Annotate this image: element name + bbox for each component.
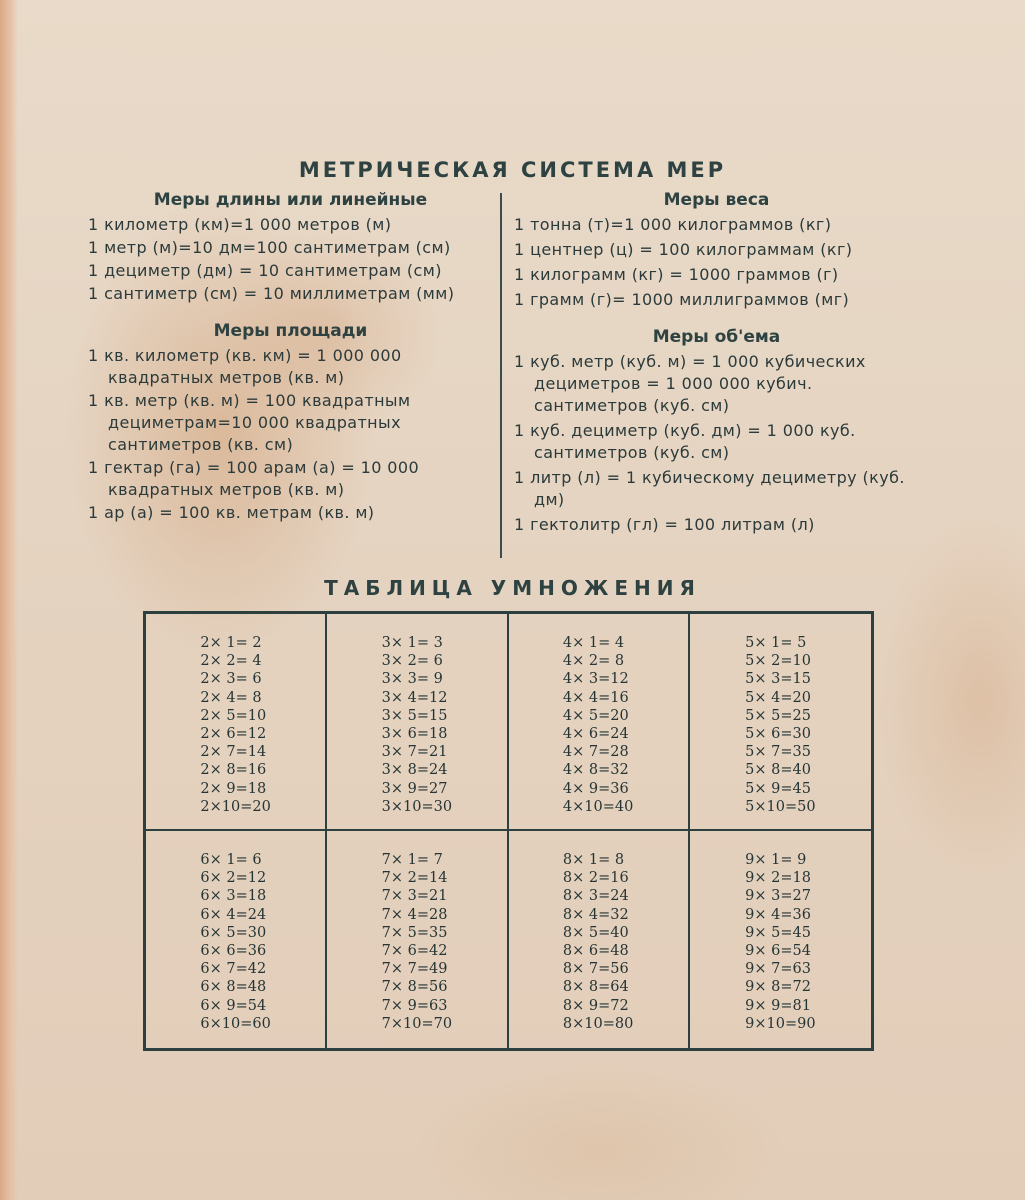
column-divider [500,193,502,558]
table-cell-8 [509,831,690,1048]
multiplication-line: 3× 4=12 [381,689,448,706]
multiplication-line: 3× 8=24 [381,762,448,779]
multiplication-line: 9× 3=27 [745,888,811,905]
multiplication-line: 3× 7=21 [381,744,448,761]
multiplication-line: 7× 8=56 [381,979,448,996]
table-cell-4 [509,614,690,831]
multiplication-line: 9× 4=36 [745,906,811,923]
volume-item: 1 куб. метр (куб. м) = 1 000 кубических дециметров = 1 000 000 кубич. сантиметров (куб. см) [514,352,866,415]
multiplication-line: 4× 5=20 [562,707,629,724]
left-column [88,190,493,525]
right-column [514,190,919,539]
multiplication-line: 2×10=20 [200,798,271,815]
multiplication-line: 9×10=90 [745,1015,816,1032]
multiplication-line: 7× 1= 7 [381,852,443,868]
multiplication-line: 3× 1= 3 [381,635,443,651]
multiplication-line: 7× 7=49 [381,961,448,978]
multiplication-line: 6× 4=24 [200,906,267,923]
length-item: 1 дециметр (дм) = 10 сантиметрам (см) [88,261,442,280]
length-item: 1 сантиметр (см) = 10 миллиметрам (мм) [88,284,455,303]
multiplication-line: 8× 2=16 [562,870,629,887]
multiplication-line: 5×10=50 [745,798,816,815]
multiplication-line: 5× 9=45 [745,780,811,797]
multiplication-line: 8× 1= 8 [562,852,625,868]
table-cell-lines [200,634,270,829]
multiplication-line: 5× 1= 5 [745,635,807,651]
area-item: 1 кв. метр (кв. м) = 100 квадратным дециметрам=10 000 квадратных сантиметров (кв. см) [88,391,411,454]
weight-item: 1 центнер (ц) = 100 килограммам (кг) [514,240,853,259]
table-cell-lines [563,634,633,829]
multiplication-line: 5× 5=25 [745,707,811,724]
table-cell-lines [382,634,452,829]
multiplication-line: 2× 4= 8 [200,689,262,706]
volume-item: 1 куб. дециметр (куб. дм) = 1 000 куб. сантиметров (куб. см) [514,421,856,462]
multiplication-line: 3× 3= 9 [381,671,443,688]
multiplication-line: 3× 6=18 [381,726,448,743]
multiplication-line: 8× 7=56 [562,961,629,978]
multiplication-line: 7× 5=35 [381,924,448,941]
weight-item: 1 килограмм (кг) = 1000 граммов (г) [514,265,839,284]
length-section-title: Меры длины или линейные [153,190,428,210]
multiplication-line: 8× 8=64 [562,979,629,996]
multiplication-line: 9× 7=63 [745,961,811,978]
multiplication-line: 4× 4=16 [562,689,629,706]
multiplication-line: 5× 7=35 [745,744,811,761]
table-cell-lines [382,851,452,1048]
multiplication-line: 2× 3= 6 [200,671,262,688]
volume-item: 1 гектолитр (гл) = 100 литрам (л) [514,515,815,534]
multiplication-line: 2× 2= 4 [200,653,262,670]
area-item: 1 гектар (га) = 100 арам (а) = 10 000 квадратных метров (кв. м) [88,458,420,499]
area-list [88,345,493,524]
weight-list [514,214,919,311]
multiplication-line: 8× 4=32 [562,906,629,923]
multiplication-line: 4× 7=28 [562,744,629,761]
multiplication-line: 4× 1= 4 [562,635,625,651]
multiplication-table [143,611,874,1051]
table-cell-3 [327,614,508,831]
multiplication-line: 6× 9=54 [200,997,267,1014]
multiplication-line: 6×10=60 [200,1015,271,1032]
multiplication-line: 8× 6=48 [562,943,629,960]
volume-section-title: Меры об'ема [652,327,781,347]
multiplication-line: 2× 5=10 [200,707,267,724]
multiplication-title: ТАБЛИЦА УМНОЖЕНИЯ [324,576,701,600]
area-item: 1 ар (а) = 100 кв. метрам (кв. м) [88,503,375,522]
multiplication-line: 9× 8=72 [745,979,811,996]
multiplication-line: 6× 5=30 [200,924,267,941]
multiplication-line: 4× 2= 8 [562,653,625,670]
multiplication-line: 9× 9=81 [745,997,811,1014]
table-cell-lines [200,851,270,1048]
table-cell-9 [690,831,871,1048]
table-cell-2 [146,614,327,831]
multiplication-line: 6× 8=48 [200,979,267,996]
multiplication-line: 5× 6=30 [745,726,811,743]
multiplication-line: 2× 6=12 [200,726,267,743]
multiplication-line: 7× 2=14 [381,870,448,887]
multiplication-line: 3×10=30 [381,798,453,815]
table-cell-5 [690,614,871,831]
multiplication-line: 6× 3=18 [200,888,267,905]
table-cell-7 [327,831,508,1048]
multiplication-line: 5× 2=10 [745,653,811,670]
multiplication-line: 6× 7=42 [200,961,267,978]
multiplication-line: 3× 5=15 [381,707,448,724]
metric-system-title: МЕТРИЧЕСКАЯ СИСТЕМА МЕР [298,158,727,182]
multiplication-line: 4×10=40 [562,798,634,815]
multiplication-line: 6× 2=12 [200,870,267,887]
multiplication-line: 7× 6=42 [381,943,448,960]
area-section-title: Меры площади [213,321,368,341]
multiplication-line: 2× 7=14 [200,744,267,761]
multiplication-line: 4× 6=24 [562,726,629,743]
multiplication-line: 6× 6=36 [200,943,267,960]
multiplication-line: 5× 8=40 [745,762,811,779]
multiplication-line: 2× 8=16 [200,762,267,779]
multiplication-line: 4× 9=36 [562,780,629,797]
multiplication-line: 6× 1= 6 [200,852,262,868]
weight-item: 1 тонна (т)=1 000 килограммов (кг) [514,215,832,234]
table-cell-6 [146,831,327,1048]
multiplication-line: 7× 3=21 [381,888,448,905]
volume-item: 1 литр (л) = 1 кубическому дециметру (куб. дм) [514,468,905,509]
multiplication-line: 4× 8=32 [562,762,629,779]
weight-item: 1 грамм (г)= 1000 миллиграммов (мг) [514,290,850,309]
multiplication-line: 5× 4=20 [745,689,811,706]
length-item: 1 метр (м)=10 дм=100 сантиметрам (см) [88,238,451,257]
multiplication-line: 8× 3=24 [562,888,629,905]
multiplication-line: 8× 9=72 [562,997,629,1014]
multiplication-line: 9× 2=18 [745,870,811,887]
multiplication-line: 8× 5=40 [562,924,629,941]
multiplication-line: 9× 1= 9 [745,852,807,868]
multiplication-line: 2× 1= 2 [200,635,262,651]
weight-section-title: Меры веса [663,190,770,210]
multiplication-line: 7× 9=63 [381,997,448,1014]
multiplication-line: 2× 9=18 [200,780,267,797]
multiplication-line: 7×10=70 [381,1015,453,1032]
multiplication-line: 3× 2= 6 [381,653,443,670]
multiplication-line: 3× 9=27 [381,780,448,797]
volume-list [514,351,919,536]
multiplication-line: 7× 4=28 [381,906,448,923]
table-cell-lines [745,634,815,829]
length-item: 1 километр (км)=1 000 метров (м) [88,215,392,234]
multiplication-line: 8×10=80 [562,1015,634,1032]
table-cell-lines [563,851,633,1048]
multiplication-line: 9× 5=45 [745,924,811,941]
table-cell-lines [745,851,815,1048]
multiplication-line: 5× 3=15 [745,671,811,688]
length-list [88,214,493,305]
multiplication-line: 9× 6=54 [745,943,811,960]
area-item: 1 кв. километр (кв. км) = 1 000 000 квадратных метров (кв. м) [88,346,402,387]
multiplication-line: 4× 3=12 [562,671,629,688]
